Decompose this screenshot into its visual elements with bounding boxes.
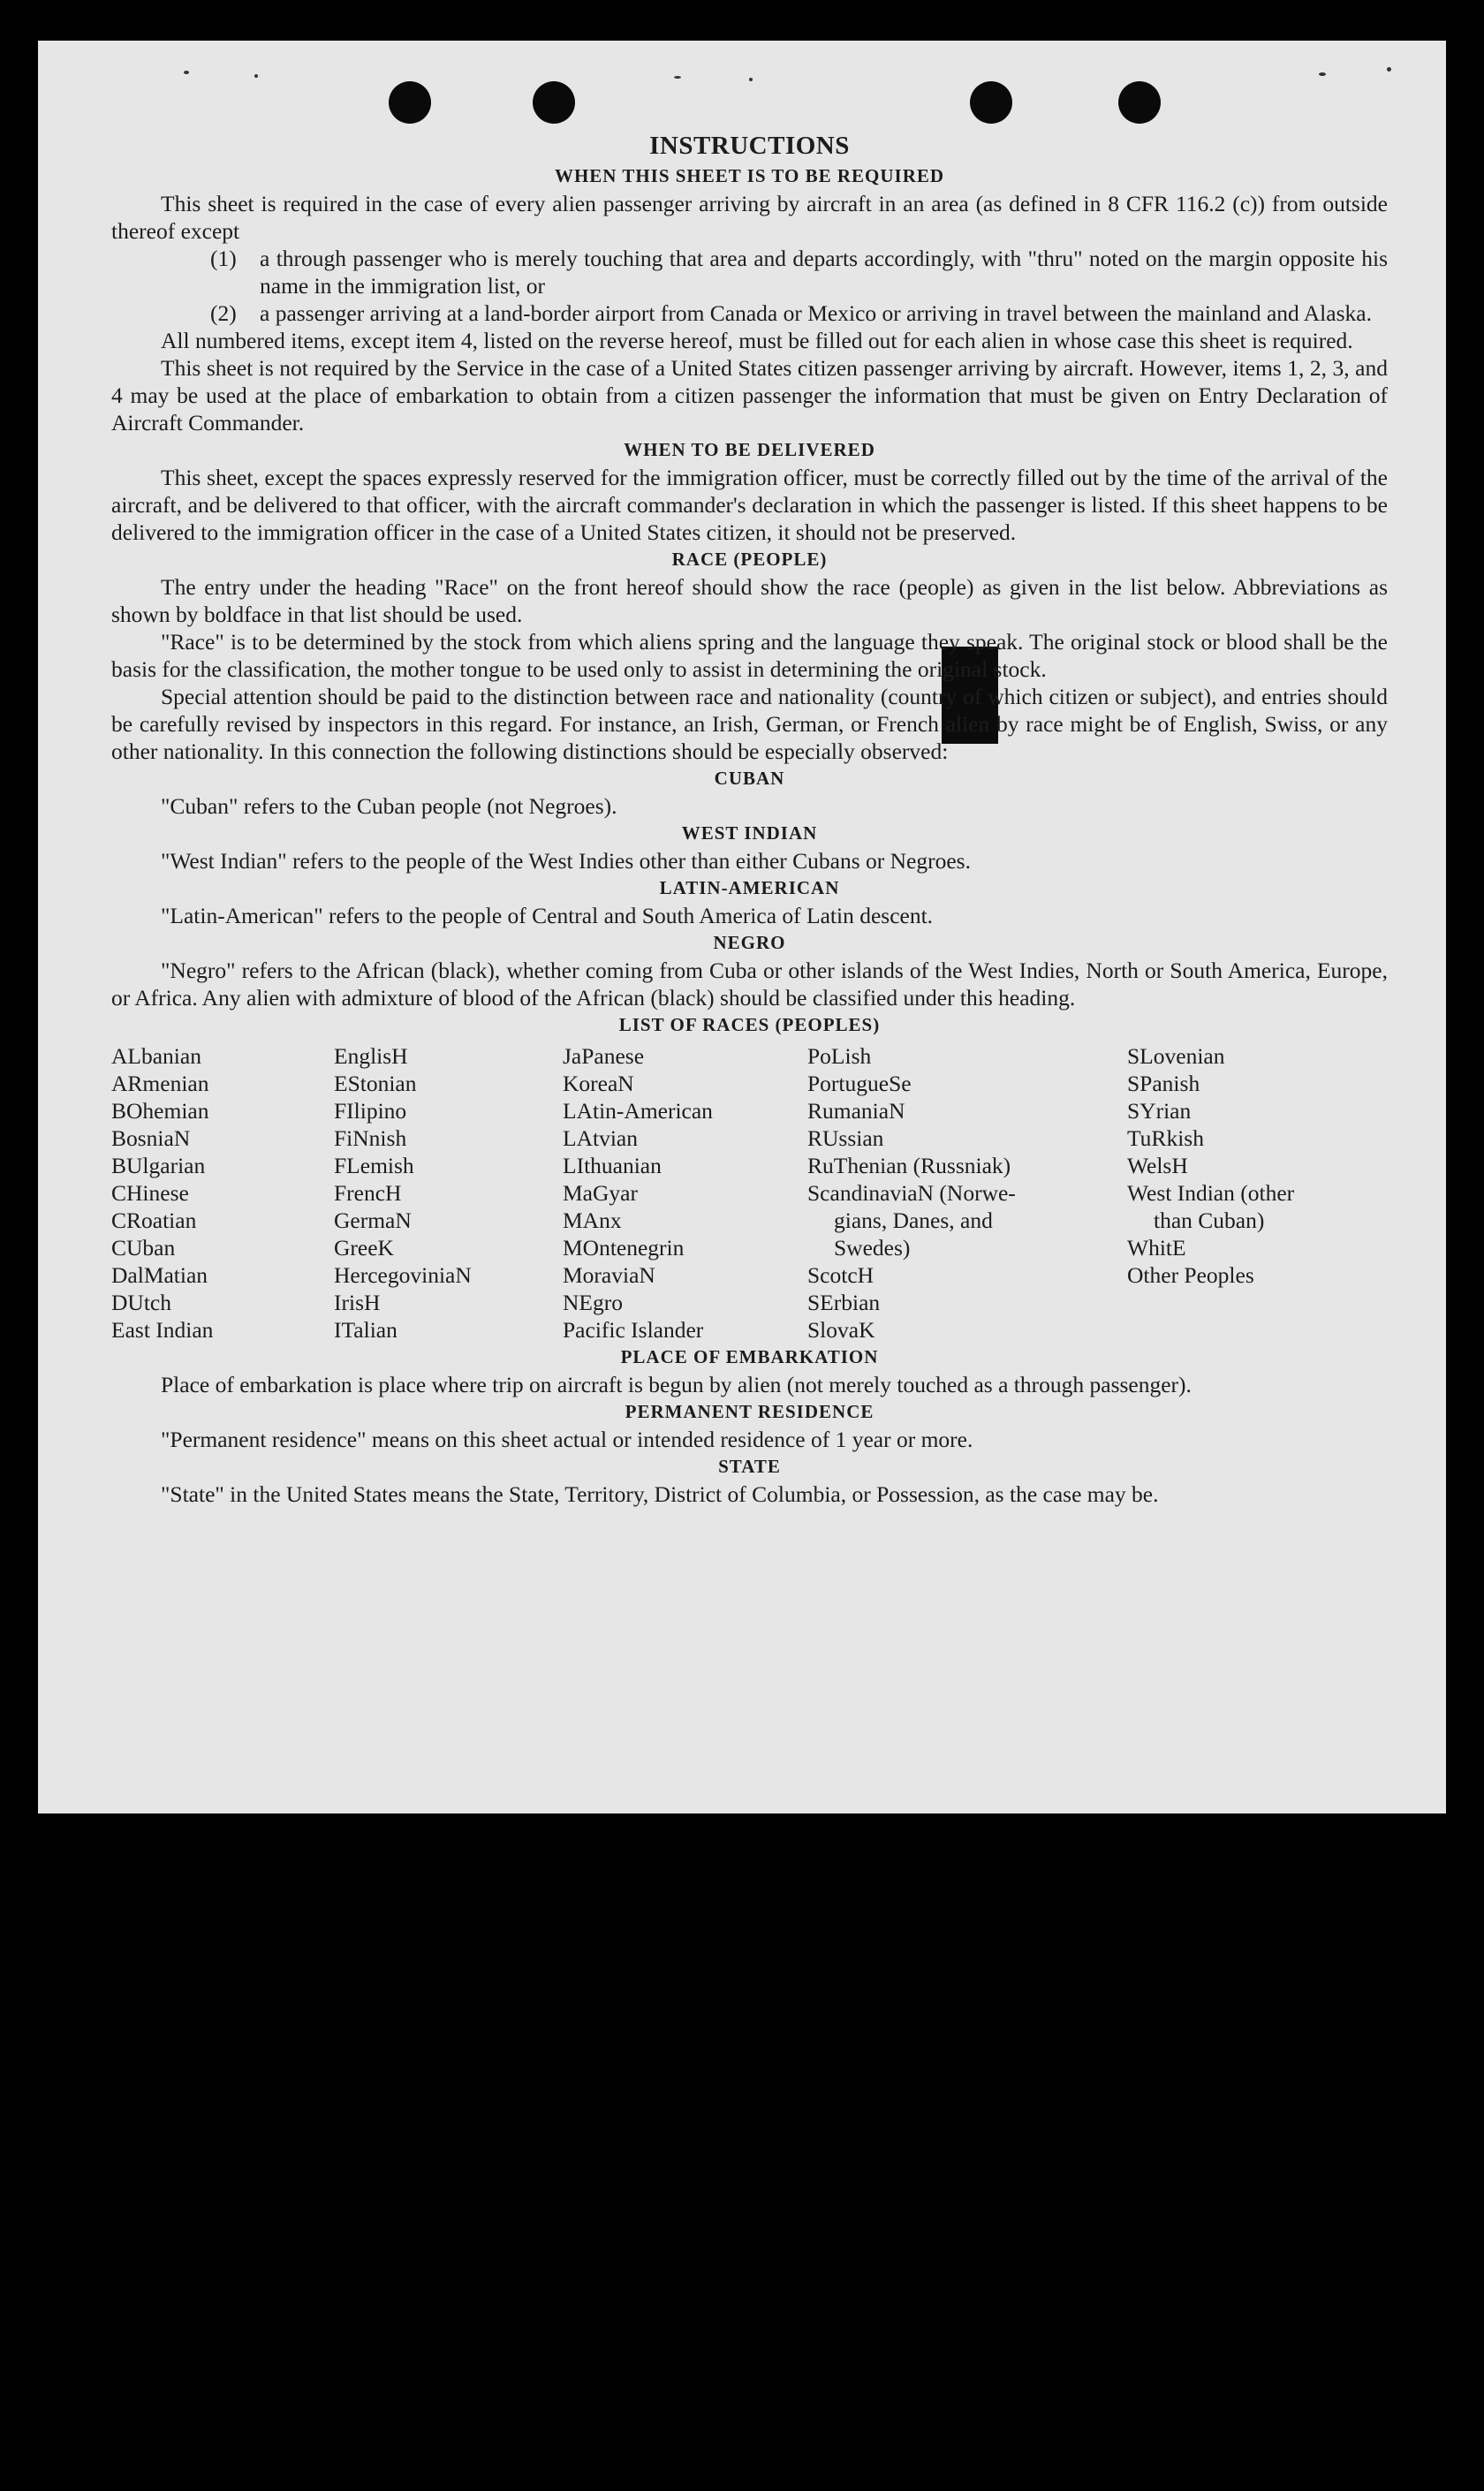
race-entry: Other Peoples (1127, 1262, 1254, 1288)
race-entry-continued: gians, Danes, and (834, 1208, 993, 1233)
item-number: (1) (210, 246, 237, 271)
punch-hole (389, 81, 431, 124)
page-title: INSTRUCTIONS (649, 132, 850, 160)
section-heading: LIST OF RACES (PEOPLES) (618, 1014, 881, 1035)
paragraph: "Latin-American" refers to the people of Central and South America of Latin descent. (161, 903, 934, 928)
race-entry: ScotcH (807, 1262, 874, 1288)
race-entry: SLovenian (1127, 1043, 1225, 1069)
paragraph: The entry under the heading "Race" on the front hereof should show the race (people) as given in the list below. Abbreviations as shown by boldface in that list should be used. (111, 574, 1388, 627)
paragraph: "Cuban" refers to the Cuban people (not Negroes). (161, 793, 617, 819)
race-entry: PortugueSe (807, 1071, 912, 1096)
race-entry: EStonian (334, 1071, 417, 1096)
race-entry: ALbanian (111, 1043, 201, 1069)
race-entry: DUtch (111, 1290, 171, 1315)
race-entry: IrisH (334, 1290, 381, 1315)
race-column (563, 1042, 807, 1344)
paragraph: Special attention should be paid to the distinction between race and nationality (country of which citizen or subject), and entries should be carefully revised by inspectors in this regard. For instance, an Irish, German, or French alien by race might be of English, Swiss, or any other nationality. In this connection the following distinctions should be especially observed: (111, 684, 1388, 764)
paragraph: "Permanent residence" means on this sheet actual or intended residence of 1 year or more. (161, 1427, 973, 1452)
section-heading: NEGRO (713, 932, 786, 953)
race-entry: FiNnish (334, 1125, 407, 1151)
section-heading: CUBAN (714, 768, 785, 789)
race-entry-continued: than Cuban) (1154, 1208, 1265, 1233)
race-entry: SYrian (1127, 1098, 1192, 1124)
race-entry: MoraviaN (563, 1262, 655, 1288)
paragraph: Place of embarkation is place where trip on aircraft is begun by alien (not merely touched as a through passenger). (161, 1372, 1192, 1397)
instructions-content (111, 131, 1388, 1508)
race-column (807, 1042, 1127, 1344)
race-entry: WelsH (1127, 1153, 1188, 1178)
race-entry-continued: Swedes) (834, 1235, 911, 1261)
section-heading: WHEN TO BE DELIVERED (624, 439, 875, 460)
punch-hole (1118, 81, 1161, 124)
race-entry: GreeK (334, 1235, 394, 1261)
section-heading: LATIN-AMERICAN (659, 877, 840, 898)
race-entry: BOhemian (111, 1098, 209, 1124)
section-heading: WEST INDIAN (681, 822, 818, 844)
race-entry: SlovaK (807, 1317, 875, 1343)
scan-speck (1319, 72, 1326, 76)
item-number: (2) (210, 300, 237, 326)
race-entry: ARmenian (111, 1071, 209, 1096)
list-item (111, 245, 1388, 299)
race-entry: HercegoviniaN (334, 1262, 472, 1288)
race-entry: SErbian (807, 1290, 881, 1315)
scan-speck (1387, 67, 1391, 72)
race-entry: CRoatian (111, 1208, 197, 1233)
section-heading: WHEN THIS SHEET IS TO BE REQUIRED (554, 165, 945, 186)
section-heading: STATE (718, 1456, 781, 1477)
scan-speck (184, 71, 189, 74)
section-heading: PERMANENT RESIDENCE (625, 1401, 874, 1422)
paragraph: "Race" is to be determined by the stock from which aliens spring and the language they speak. The original stock or blood shall be the basis for the classification, the mother tongue to be used only to assist in determining the original stock. (111, 629, 1388, 682)
race-entry: RumaniaN (807, 1098, 905, 1124)
race-entry: MaGyar (563, 1180, 638, 1206)
race-list (111, 1042, 1388, 1344)
paragraph: "West Indian" refers to the people of the West Indies other than either Cubans or Negroes. (161, 848, 971, 874)
section-heading: PLACE OF EMBARKATION (620, 1346, 879, 1367)
paragraph: This sheet is not required by the Service in the case of a United States citizen passenger arriving by aircraft. However, items 1, 2, 3, and 4 may be used at the place of embarkation to obtain from a citizen passenger the information that must be given on Entry Declaration of Aircraft Commander. (111, 355, 1388, 435)
race-entry: FLemish (334, 1153, 414, 1178)
race-column (1127, 1042, 1388, 1344)
race-entry: DalMatian (111, 1262, 208, 1288)
race-column (334, 1042, 563, 1344)
race-entry: WhitE (1127, 1235, 1186, 1261)
race-entry: ScandinaviaN (Norwe- (807, 1180, 1016, 1206)
race-entry: LIthuanian (563, 1153, 662, 1178)
race-entry: LAtvian (563, 1125, 638, 1151)
race-entry: MOntenegrin (563, 1235, 685, 1261)
race-entry: West Indian (other (1127, 1180, 1295, 1206)
race-entry: CUban (111, 1235, 176, 1261)
race-entry: ITalian (334, 1317, 398, 1343)
punch-hole (970, 81, 1012, 124)
race-entry: RUssian (807, 1125, 884, 1151)
race-entry: East Indian (111, 1317, 214, 1343)
race-column (111, 1042, 334, 1344)
race-entry: CHinese (111, 1180, 189, 1206)
scan-speck (254, 74, 258, 78)
race-entry: NEgro (563, 1290, 623, 1315)
race-entry: TuRkish (1127, 1125, 1204, 1151)
race-entry: BUlgarian (111, 1153, 206, 1178)
race-entry: GermaN (334, 1208, 412, 1233)
race-entry: FrencH (334, 1180, 402, 1206)
paragraph: This sheet, except the spaces expressly reserved for the immigration officer, must be correctly filled out by the time of the arrival of the aircraft, and be delivered to that officer, with the aircraft commander's declaration in which the passenger is listed. If this sheet happens to be delivered to the immigration officer in the case of a United States citizen, it should not be preserved. (111, 465, 1388, 545)
section-heading: RACE (PEOPLE) (671, 549, 828, 570)
race-entry: RuThenian (Russniak) (807, 1153, 1011, 1178)
paragraph: All numbered items, except item 4, listed on the reverse hereof, must be filled out for each alien in whose case this sheet is required. (161, 328, 1353, 353)
scan-speck (674, 76, 681, 79)
race-entry: LAtin-American (563, 1098, 713, 1124)
race-entry: KoreaN (563, 1071, 634, 1096)
paragraph: This sheet is required in the case of every alien passenger arriving by aircraft in an area (as defined in 8 CFR 116.2 (c)) from outside thereof except (111, 191, 1388, 244)
punch-hole (533, 81, 575, 124)
paragraph: "Negro" refers to the African (black), whether coming from Cuba or other islands of the West Indies, North or South America, Europe, or Africa. Any alien with admixture of blood of the African (black) should be classified under this heading. (111, 958, 1388, 1011)
document-page (38, 41, 1446, 1813)
race-entry: Pacific Islander (563, 1317, 704, 1343)
race-entry: MAnx (563, 1208, 622, 1233)
race-entry: SPanish (1127, 1071, 1200, 1096)
race-entry: JaPanese (563, 1043, 645, 1069)
item-text: a passenger arriving at a land-border airport from Canada or Mexico or arriving in travel between the mainland and Alaska. (260, 300, 1372, 326)
paragraph: "State" in the United States means the State, Territory, District of Columbia, or Possession, as the case may be. (161, 1481, 1159, 1507)
scan-speck (749, 78, 753, 81)
list-item (111, 299, 1388, 327)
race-entry: FIlipino (334, 1098, 407, 1124)
item-text: a through passenger who is merely touching that area and departs accordingly, with "thru" noted on the margin opposite his name in the immigration list, or (260, 246, 1388, 299)
race-entry: EnglisH (334, 1043, 408, 1069)
race-entry: PoLish (807, 1043, 872, 1069)
race-entry: BosniaN (111, 1125, 191, 1151)
